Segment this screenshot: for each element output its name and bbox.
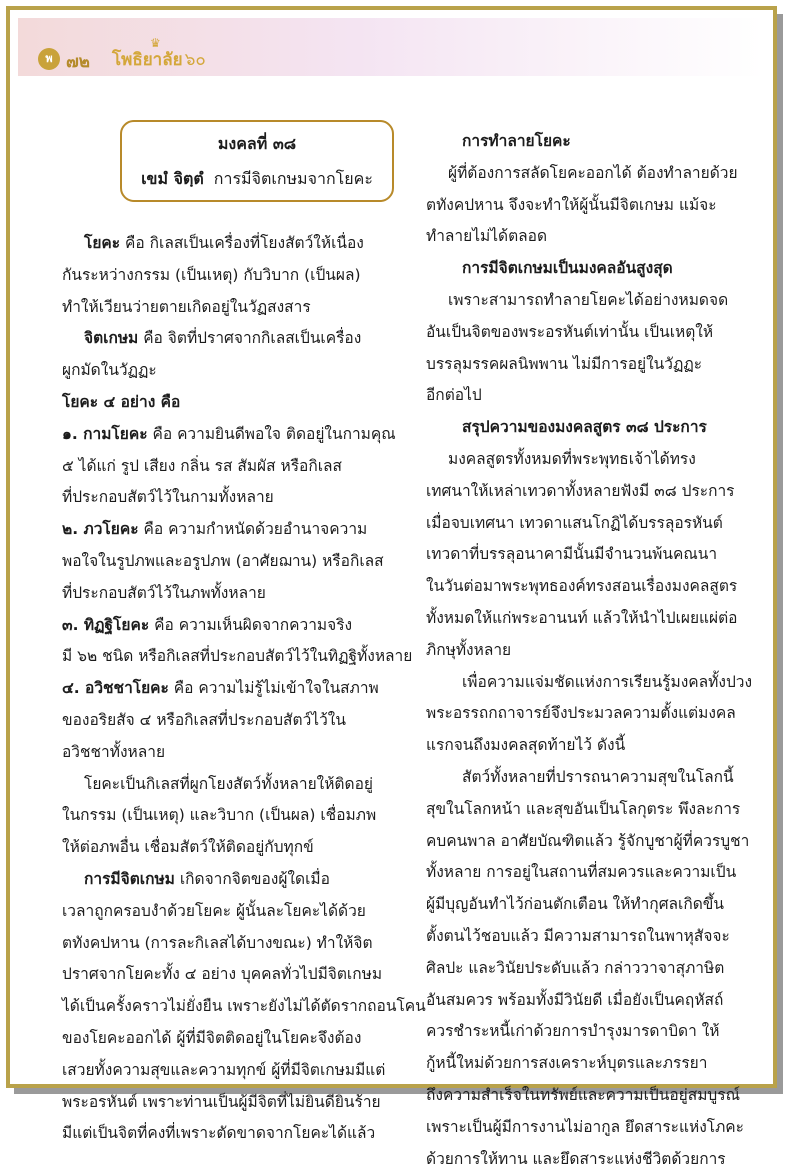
- crown-icon: ♛: [150, 36, 161, 50]
- text-line: [426, 285, 756, 317]
- right-column: [426, 126, 756, 1175]
- text-line: [62, 800, 400, 832]
- text-line: [426, 317, 756, 349]
- line-text: ให้ต่อภพอื่น เชื่อมสัตว์ให้ติดอยู่กับทุกข์: [62, 838, 314, 856]
- line-text: พระอรรถกถาจารย์จึงประมวลความตั้งแต่มงคล: [426, 704, 736, 722]
- line-text: ในกรรม (เป็นเหตุ) และวิบาก (เป็นผล) เชื่อมภพ: [62, 806, 376, 824]
- bold-term: การทำลายโยคะ: [462, 132, 571, 150]
- text-line: [426, 667, 756, 699]
- left-column: [62, 228, 400, 1150]
- line-text: อันสมควร พร้อมทั้งมีวินัยดี เมื่อยังเป็นคฤหัสถ์: [426, 991, 723, 1009]
- text-line: [426, 1048, 756, 1080]
- section-title: มงคลที่ ๓๘: [122, 132, 392, 157]
- text-line: [62, 673, 400, 705]
- text-line: [426, 762, 756, 794]
- text-line: [426, 412, 756, 444]
- text-line: [62, 514, 400, 546]
- text-line: [426, 349, 756, 381]
- line-text: ของอริยสัจ ๔ หรือกิเลสที่ประกอบสัตว์ไว้ใน: [62, 711, 346, 729]
- text-line: [426, 857, 756, 889]
- line-text: ศิลปะ และวินัยประดับแล้ว กล่าววาจาสุภาษิต: [426, 959, 724, 977]
- line-text: ของโยคะออกได้ ผู้ที่มีจิตติดอยู่ในโยคะจึงต้อง: [62, 1029, 361, 1047]
- line-text: เวลาถูกครอบงำด้วยโยคะ ผู้นั้นละโยคะได้ด้วย: [62, 902, 366, 920]
- brand-number: ๖๐: [185, 50, 206, 70]
- line-text: ในวันต่อมาพระพุทธองค์ทรงสอนเรื่องมงคลสูตร: [426, 577, 737, 595]
- page-badge: พ: [38, 48, 60, 70]
- bold-term: การมีจิตเกษมเป็นมงคลอันสูงสุด: [462, 259, 673, 277]
- line-text: ทั้งหลาย การอยู่ในสถานที่สมควรและความเป็น: [426, 863, 736, 881]
- text-line: [62, 959, 400, 991]
- bold-term: ๑. กามโยคะ: [62, 425, 148, 443]
- line-text: ตั้งตนไว้ชอบแล้ว มีความสามารถในพาหุสัจจะ: [426, 927, 730, 945]
- line-text: อีกต่อไป: [426, 386, 482, 404]
- bold-term: โยคะ ๔ อย่าง คือ: [62, 393, 180, 411]
- text-line: [426, 889, 756, 921]
- line-text: ผูกมัดในวัฏฏะ: [62, 361, 157, 379]
- line-text: ควรชำระหนี้เก่าด้วยการบำรุงมารดาบิดา ให้: [426, 1022, 720, 1040]
- line-text: ภิกษุทั้งหลาย: [426, 641, 511, 659]
- text-line: [426, 221, 756, 253]
- line-text: แรกจนถึงมงคลสุดท้ายไว้ ดังนี้: [426, 736, 625, 754]
- line-text: คือ กิเลสเป็นเครื่องที่โยงสัตว์ให้เนื่อง: [120, 234, 364, 252]
- line-text: เสวยทั้งความสุขและความทุกข์ ผู้ที่มีจิตเกษมมีแต่: [62, 1061, 385, 1079]
- line-text: ที่ประกอบสัตว์ไว้ในกามทั้งหลาย: [62, 488, 274, 506]
- text-line: [62, 769, 400, 801]
- text-line: [426, 571, 756, 603]
- line-text: บรรลุมรรคผลนิพพาน ไม่มีการอยู่ในวัฏฏะ: [426, 355, 702, 373]
- line-text: ที่ประกอบสัตว์ไว้ในภพทั้งหลาย: [62, 584, 266, 602]
- text-line: [62, 1055, 400, 1087]
- text-line: [62, 928, 400, 960]
- text-line: [62, 323, 400, 355]
- line-text: พระอรหันต์ เพราะท่านเป็นผู้มีจิตที่ไม่ยินดียินร้าย: [62, 1093, 381, 1111]
- bold-term: จิตเกษม: [84, 329, 138, 347]
- text-line: [62, 451, 400, 483]
- text-line: [426, 1144, 756, 1175]
- line-text: คือ ความเห็นผิดจากความจริง: [149, 616, 352, 634]
- line-text: คือ ความกำหนัดด้วยอำนาจความ: [139, 520, 368, 538]
- line-text: ได้เป็นครั้งคราวไม่ยั่งยืน เพราะยังไม่ได้ตัดรากถอนโคน: [62, 997, 426, 1015]
- line-text: เทวดาที่บรรลุอนาคามีนั้นมีจำนวนพ้นคณนา: [426, 545, 717, 563]
- line-text: ทำให้เวียนว่ายตายเกิดอยู่ในวัฏสงสาร: [62, 298, 311, 316]
- text-line: [426, 444, 756, 476]
- bold-term: การมีจิตเกษม: [84, 870, 175, 888]
- text-line: [62, 1087, 400, 1119]
- line-text: ตทังคปหาน (การละกิเลสได้บางขณะ) ทำให้จิต: [62, 934, 373, 952]
- line-text: ตทังคปหาน จึงจะทำให้ผู้นั้นมีจิตเกษม แม้จะ: [426, 196, 717, 214]
- bold-term: โยคะ: [84, 234, 120, 252]
- text-line: [62, 578, 400, 610]
- text-line: [426, 953, 756, 985]
- text-line: [62, 546, 400, 578]
- page-header: [18, 18, 765, 76]
- text-line: [426, 698, 756, 730]
- section-title-box: [120, 120, 394, 202]
- text-line: [62, 387, 400, 419]
- text-line: [62, 292, 400, 324]
- text-line: [426, 190, 756, 222]
- page-number: ๗๒: [66, 48, 90, 75]
- text-line: [426, 635, 756, 667]
- line-text: มงคลสูตรทั้งหมดที่พระพุทธเจ้าได้ทรง: [448, 450, 696, 468]
- line-text: เพราะสามารถทำลายโยคะได้อย่างหมดจด: [448, 291, 728, 309]
- text-line: [62, 260, 400, 292]
- text-line: [426, 476, 756, 508]
- line-text: สัตว์ทั้งหลายที่ปรารถนาความสุขในโลกนี้: [462, 768, 734, 786]
- line-text: คือ จิตที่ปราศจากกิเลสเป็นเครื่อง: [138, 329, 361, 347]
- line-text: อวิชชาทั้งหลาย: [62, 743, 165, 761]
- pali-meaning: การมีจิตเกษมจากโยคะ: [214, 169, 373, 188]
- text-line: [62, 864, 400, 896]
- line-text: กู้หนี้ใหม่ด้วยการสงเคราะห์บุตรและภรรยา: [426, 1054, 707, 1072]
- text-line: [426, 603, 756, 635]
- text-line: [426, 253, 756, 285]
- bold-term: ๓. ทิฏฐิโยคะ: [62, 616, 149, 634]
- text-line: [62, 641, 400, 673]
- bold-term: ๔. อวิชชาโยคะ: [62, 679, 169, 697]
- text-line: [426, 921, 756, 953]
- text-line: [426, 508, 756, 540]
- text-line: [62, 832, 400, 864]
- pali-phrase: เขมํ จิตฺตํ: [141, 169, 204, 188]
- brand-name: โพธิยาลัย: [112, 50, 183, 70]
- text-line: [426, 158, 756, 190]
- line-text: ทั้งหมดให้แก่พระอานนท์ แล้วให้นำไปเผยแผ่ต่อ: [426, 609, 737, 627]
- text-line: [62, 1118, 400, 1150]
- line-text: โยคะเป็นกิเลสที่ผูกโยงสัตว์ทั้งหลายให้ติดอยู่: [84, 775, 373, 793]
- text-line: [426, 794, 756, 826]
- text-line: [426, 730, 756, 762]
- line-text: ๕ ได้แก่ รูป เสียง กลิ่น รส สัมผัส หรือกิเลส: [62, 457, 342, 475]
- text-line: [426, 1016, 756, 1048]
- line-text: กันระหว่างกรรม (เป็นเหตุ) กับวิบาก (เป็นผล): [62, 266, 361, 284]
- text-line: [62, 610, 400, 642]
- text-line: [62, 896, 400, 928]
- line-text: มีแต่เป็นจิตที่คงที่เพราะตัดขาดจากโยคะได้แล้ว: [62, 1124, 375, 1142]
- line-text: ด้วยการให้ทาน และยึดสาระแห่งชีวิตด้วยการ: [426, 1150, 726, 1168]
- text-line: [62, 419, 400, 451]
- text-line: [426, 126, 756, 158]
- text-line: [426, 1080, 756, 1112]
- text-line: [62, 228, 400, 260]
- line-text: ปราศจากโยคะทั้ง ๔ อย่าง บุคคลทั่วไปมีจิตเกษม: [62, 965, 382, 983]
- text-line: [62, 991, 400, 1023]
- bold-term: ๒. ภวโยคะ: [62, 520, 139, 538]
- line-text: เทศนาให้เหล่าเทวดาทั้งหลายฟังมี ๓๘ ประการ: [426, 482, 735, 500]
- text-line: [62, 705, 400, 737]
- line-text: เกิดจากจิตของผู้ใดเมื่อ: [175, 870, 330, 888]
- text-line: [426, 985, 756, 1017]
- line-text: ผู้ที่ต้องการสลัดโยคะออกได้ ต้องทำลายด้วย: [448, 164, 738, 182]
- line-text: ถึงความสำเร็จในทรัพย์และความเป็นอยู่สมบูรณ์: [426, 1086, 740, 1104]
- line-text: เพราะเป็นผู้มีการงานไม่อากูล ยึดสาระแห่งโภคะ: [426, 1118, 744, 1136]
- line-text: เมื่อจบเทศนา เทวดาแสนโกฏิได้บรรลุอรหันต์: [426, 514, 723, 532]
- line-text: เพื่อความแจ่มชัดแห่งการเรียนรู้มงคลทั้งปวง: [462, 673, 752, 691]
- text-line: [62, 355, 400, 387]
- text-line: [62, 737, 400, 769]
- line-text: ผู้มีบุญอันทำไว้ก่อนตักเตือน ให้ทำกุศลเกิดขึ้น: [426, 895, 724, 913]
- text-line: [62, 482, 400, 514]
- section-subtitle: [122, 167, 392, 192]
- text-line: [426, 826, 756, 858]
- text-line: [426, 539, 756, 571]
- line-text: คบคนพาล อาศัยบัณฑิตแล้ว รู้จักบูชาผู้ที่ควรบูชา: [426, 832, 749, 850]
- brand-logo: [112, 46, 206, 73]
- line-text: พอใจในรูปภพและอรูปภพ (อาศัยฌาน) หรือกิเลส: [62, 552, 384, 570]
- line-text: ทำลายไม่ได้ตลอด: [426, 227, 547, 245]
- line-text: อันเป็นจิตของพระอรหันต์เท่านั้น เป็นเหตุให้: [426, 323, 713, 341]
- bold-term: สรุปความของมงคลสูตร ๓๘ ประการ: [462, 418, 707, 436]
- line-text: คือ ความยินดีพอใจ ติดอยู่ในกามคุณ: [148, 425, 396, 443]
- text-line: [426, 1112, 756, 1144]
- document-page: [18, 18, 765, 1076]
- text-line: [62, 1023, 400, 1055]
- text-line: [426, 380, 756, 412]
- line-text: มี ๖๒ ชนิด หรือกิเลสที่ประกอบสัตว์ไว้ในทิฏฐิทั้งหลาย: [62, 647, 412, 665]
- line-text: สุขในโลกหน้า และสุขอันเป็นโลกุตระ พึงละการ: [426, 800, 740, 818]
- line-text: คือ ความไม่รู้ไม่เข้าใจในสภาพ: [169, 679, 379, 697]
